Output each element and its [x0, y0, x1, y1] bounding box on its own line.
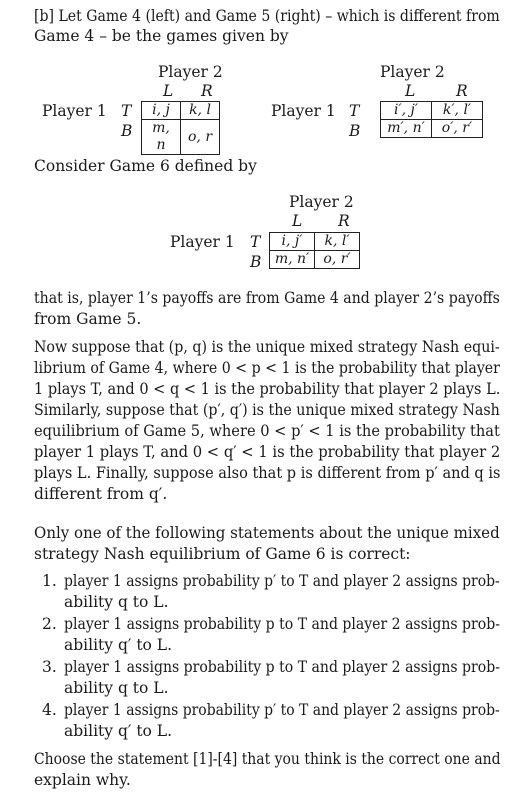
option-2-line-1: player 1 assigns probability p to T and player 2 assigns prob- — [64, 615, 500, 633]
option-4-line-2: ability q′ to L. — [64, 722, 173, 740]
closing-line-1: Choose the statement [1]-[4] that you think is the correct one and — [34, 750, 501, 768]
game4-player2-label: Player 2 — [158, 63, 223, 81]
game6-row-B: B — [250, 253, 262, 271]
game5-cell-BL: m′, n′ — [381, 120, 432, 138]
suppose-line-5: equilibrium of Game 5, where 0 < p′ < 1 is the probability that — [34, 422, 500, 440]
game5-row-T: T — [349, 102, 360, 120]
game6-player1-label: Player 1 — [170, 233, 235, 251]
suppose-line-6: player 1 plays T, and 0 < q′ < 1 is the probability that player 2 — [34, 443, 501, 461]
game5-payoff-table — [380, 101, 483, 138]
game4-row-T: T — [121, 102, 132, 120]
game6-player2-label: Player 2 — [289, 193, 354, 211]
game4-cell-BR: o, r — [181, 120, 220, 155]
game5-cell-BR: o′, r′ — [432, 120, 483, 138]
option-2-number: 2. — [42, 615, 57, 633]
that-is-line-1: that is, player 1’s payoffs are from Game 4 and player 2’s payoffs — [34, 289, 500, 307]
suppose-line-1: Now suppose that (p, q) is the unique mixed strategy Nash equi- — [34, 338, 500, 356]
option-4-number: 4. — [42, 701, 57, 719]
option-1-number: 1. — [42, 572, 57, 590]
game4-payoff-table — [141, 101, 220, 155]
only-one-line-1: Only one of the following statements about the unique mixed — [34, 524, 500, 542]
game4-player1-label: Player 1 — [42, 102, 107, 120]
suppose-line-3: 1 plays T, and 0 < q < 1 is the probability that player 2 plays L. — [34, 380, 501, 398]
game4-col-R: R — [201, 82, 213, 100]
suppose-line-4: Similarly, suppose that (p′, q′) is the unique mixed strategy Nash — [34, 401, 500, 419]
option-3-line-1: player 1 assigns probability p to T and player 2 assigns prob- — [64, 658, 500, 676]
game5-row-B: B — [349, 122, 361, 140]
game4-row-B: B — [121, 122, 133, 140]
game5-col-L: L — [405, 82, 416, 100]
intro-line-2: Game 4 – be the games given by — [34, 27, 289, 45]
game5-col-R: R — [456, 82, 468, 100]
intro-line-1: [b] Let Game 4 (left) and Game 5 (right) – which is different from — [34, 7, 500, 25]
game6-col-L: L — [292, 212, 303, 230]
suppose-line-2: librium of Game 4, where 0 < p < 1 is the probability that player — [34, 359, 500, 377]
game5-player2-label: Player 2 — [380, 63, 445, 81]
game4-cell-BL: m, n — [142, 120, 181, 155]
game5-cell-TR: k′, l′ — [432, 102, 483, 120]
suppose-line-7: plays L. Finally, suppose also that p is different from p′ and q is — [34, 464, 501, 482]
game6-cell-TR: k, l′ — [315, 233, 360, 251]
game6-payoff-table — [269, 232, 360, 269]
suppose-line-8: different from q′. — [34, 485, 168, 503]
game4-col-L: L — [163, 82, 174, 100]
option-4-line-1: player 1 assigns probability p′ to T and player 2 assigns prob- — [64, 701, 500, 719]
option-2-line-2: ability q′ to L. — [64, 636, 173, 654]
option-3-line-2: ability q to L. — [64, 679, 169, 697]
game5-player1-label: Player 1 — [271, 102, 336, 120]
closing-line-2: explain why. — [34, 771, 131, 789]
game6-col-R: R — [338, 212, 350, 230]
game6-cell-BR: o, r′ — [315, 251, 360, 269]
only-one-line-2: strategy Nash equilibrium of Game 6 is correct: — [34, 545, 411, 563]
game5-cell-TL: i′, j′ — [381, 102, 432, 120]
game4-cell-TR: k, l — [181, 102, 220, 120]
option-3-number: 3. — [42, 658, 57, 676]
game6-row-T: T — [250, 233, 261, 251]
game4-cell-TL: i, j — [142, 102, 181, 120]
option-1-line-1: player 1 assigns probability p′ to T and player 2 assigns prob- — [64, 572, 500, 590]
game6-cell-BL: m, n′ — [270, 251, 315, 269]
consider-line: Consider Game 6 defined by — [34, 157, 257, 175]
option-1-line-2: ability q to L. — [64, 593, 169, 611]
that-is-line-2: from Game 5. — [34, 310, 142, 328]
game6-cell-TL: i, j′ — [270, 233, 315, 251]
